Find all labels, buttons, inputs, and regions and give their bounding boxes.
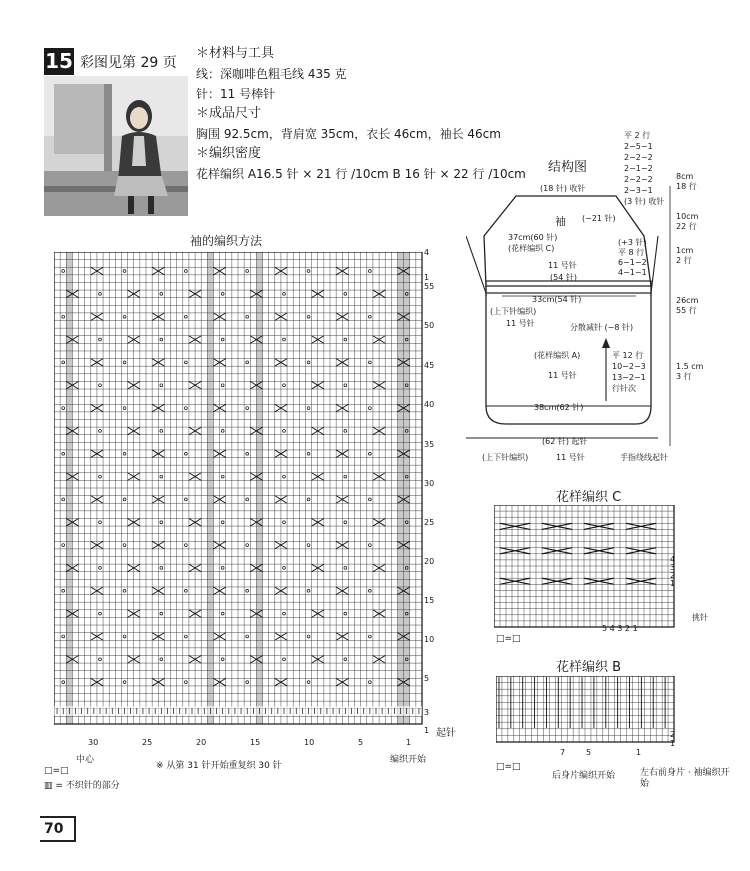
sleeve-col-label: 25 (142, 738, 153, 747)
yarn-text: 线：深咖啡色粗毛线 435 克 (196, 67, 347, 81)
twist-stitch-symbol (246, 361, 249, 364)
twist-stitch-symbol (246, 498, 249, 501)
structure-top-stitches: (18 针) 收针 (540, 184, 586, 193)
twist-stitch-symbol (184, 589, 187, 592)
structure-sleeve-label: 袖 (555, 215, 566, 228)
structure-top-decrease: 平 2 行 2−5−1 2−2−2 2−1−2 2−2−2 2−3−1 (3 针) 收针 (624, 131, 665, 206)
photo-reference: 彩图见第 29 页 (80, 55, 177, 71)
twist-stitch-symbol (99, 521, 102, 524)
pattern-c-rows: 4 3 2 1 (670, 555, 676, 588)
twist-stitch-symbol (123, 498, 126, 501)
pattern-c-pickup: 挑针 (692, 613, 708, 622)
sleeve-row-marker: 1 (424, 273, 430, 282)
twist-stitch-symbol (344, 658, 347, 661)
sleeve-chart-title: 袖的编织方法 (190, 234, 263, 248)
sleeve-row-marker: 30 (424, 479, 435, 488)
twist-stitch-symbol (160, 338, 163, 341)
structure-rib: (上下针编织) (490, 307, 537, 316)
twist-stitch-symbol (283, 292, 286, 295)
twist-stitch-symbol (123, 635, 126, 638)
twist-stitch-symbol (368, 681, 371, 684)
start-label: 编织开始 (390, 755, 427, 765)
twist-stitch-symbol (307, 681, 310, 684)
twist-stitch-symbol (99, 612, 102, 615)
structure-width-33: 33cm(54 针) (532, 295, 582, 304)
sleeve-row-marker: 10 (424, 635, 435, 644)
pattern-c-legend: □=□ (496, 634, 521, 644)
twist-stitch-symbol (246, 270, 249, 273)
twist-stitch-symbol (221, 658, 224, 661)
sleeve-col-label: 5 (358, 738, 364, 747)
model-photo (44, 76, 188, 216)
structure-54-stitches: (54 针) (550, 273, 577, 282)
sleeve-row-marker: 4 (424, 248, 430, 257)
pattern-b-col-7: 7 (560, 748, 566, 757)
pattern-b-grid (496, 676, 682, 758)
structure-pattern-a: (花样编织 A) (534, 351, 581, 360)
twist-stitch-symbol (184, 407, 187, 410)
twist-stitch-symbol (62, 544, 65, 547)
pattern-b-col-5: 5 (586, 748, 592, 757)
cable-cross-symbol (584, 578, 614, 584)
twist-stitch-symbol (368, 498, 371, 501)
twist-stitch-symbol (307, 635, 310, 638)
cable-cross-symbol (542, 548, 572, 554)
twist-stitch-symbol (221, 430, 224, 433)
structure-needle-11d: 11 号针 (556, 453, 585, 462)
twist-stitch-symbol (123, 681, 126, 684)
twist-stitch-symbol (221, 567, 224, 570)
twist-stitch-symbol (99, 567, 102, 570)
twist-stitch-symbol (344, 338, 347, 341)
twist-stitch-symbol (62, 681, 65, 684)
sleeve-row-marker: 40 (424, 400, 435, 409)
structure-title: 结构图 (548, 160, 588, 175)
twist-stitch-symbol (246, 681, 249, 684)
legend-symbol: □=□ (44, 766, 69, 776)
twist-stitch-symbol (307, 315, 310, 318)
twist-stitch-symbol (221, 475, 224, 478)
structure-needle-11: 11 号针 (548, 261, 577, 270)
twist-stitch-symbol (307, 452, 310, 455)
twist-stitch-symbol (344, 521, 347, 524)
twist-stitch-symbol (307, 407, 310, 410)
twist-stitch-symbol (160, 567, 163, 570)
repeat-note: ※ 从第 31 针开始重复织 30 针 (156, 761, 282, 771)
twist-stitch-symbol (283, 612, 286, 615)
structure-finger-cast: 手指绕线起针 (620, 453, 668, 462)
twist-stitch-symbol (368, 544, 371, 547)
twist-stitch-symbol (368, 407, 371, 410)
twist-stitch-symbol (283, 338, 286, 341)
twist-stitch-symbol (62, 315, 65, 318)
cable-cross-symbol (584, 548, 614, 554)
twist-stitch-symbol (62, 361, 65, 364)
structure-width-37: 37cm(60 针) (508, 233, 558, 242)
cast-on-label: 起针 (436, 728, 456, 739)
pattern-number-badge: 15 (45, 49, 73, 73)
pattern-b-back-start: 后身片编织开始 (552, 771, 616, 781)
twist-stitch-symbol (283, 658, 286, 661)
twist-stitch-symbol (184, 544, 187, 547)
twist-stitch-symbol (99, 384, 102, 387)
twist-stitch-symbol (221, 521, 224, 524)
twist-stitch-symbol (307, 589, 310, 592)
twist-stitch-symbol (368, 452, 371, 455)
size-text: 胸围 92.5cm，背肩宽 35cm，衣长 46cm，袖长 46cm (196, 127, 501, 141)
twist-stitch-symbol (123, 452, 126, 455)
structure-right-dims: 8cm 18 行 10cm 22 行 1cm 2 行 26cm 55 行 1.5 cm 3 行 (676, 172, 704, 381)
twist-stitch-symbol (99, 430, 102, 433)
twist-stitch-symbol (221, 612, 224, 615)
twist-stitch-symbol (160, 658, 163, 661)
sleeve-row-marker: 15 (424, 596, 435, 605)
twist-stitch-symbol (344, 475, 347, 478)
sleeve-col-label: 15 (250, 738, 261, 747)
twist-stitch-symbol (344, 384, 347, 387)
cable-cross-symbol (584, 523, 614, 529)
twist-stitch-symbol (221, 384, 224, 387)
twist-stitch-symbol (368, 361, 371, 364)
twist-stitch-symbol (283, 567, 286, 570)
twist-stitch-symbol (246, 635, 249, 638)
sleeve-row-marker: 45 (424, 361, 435, 370)
gauge-text: 花样编织 A16.5 针 × 21 行 /10cm B 16 针 × 22 行 /10cm (196, 167, 526, 181)
pattern-c-cols: 5 4 3 2 1 (602, 624, 638, 633)
structure-width-38: 38cm(62 针) (534, 403, 584, 412)
twist-stitch-symbol (184, 635, 187, 638)
twist-stitch-symbol (62, 270, 65, 273)
sleeve-row-marker: 3 (424, 708, 430, 717)
structure-increase: (+3 针) 平 8 行 6−1−2 4−1−1 (618, 238, 647, 277)
twist-stitch-symbol (221, 292, 224, 295)
sleeve-row-marker: 5 (424, 674, 430, 683)
twist-stitch-symbol (246, 315, 249, 318)
twist-stitch-symbol (307, 270, 310, 273)
twist-stitch-symbol (283, 521, 286, 524)
model-photo-drawing (44, 76, 188, 216)
twist-stitch-symbol (160, 292, 163, 295)
twist-stitch-symbol (368, 270, 371, 273)
twist-stitch-symbol (246, 407, 249, 410)
pattern-b-legend: □=□ (496, 762, 521, 772)
pattern-b-title: 花样编织 B (556, 660, 622, 675)
twist-stitch-symbol (160, 521, 163, 524)
twist-stitch-symbol (62, 635, 65, 638)
sleeve-col-label: 10 (304, 738, 315, 747)
sleeve-row-marker: 55 (424, 282, 435, 291)
sleeve-row-marker: 35 (424, 440, 435, 449)
twist-stitch-symbol (307, 544, 310, 547)
structure-needle-11c: 11 号针 (548, 371, 577, 380)
pattern-b-col-1: 1 (636, 748, 642, 757)
sleeve-chart-grid (54, 252, 424, 752)
twist-stitch-symbol (344, 612, 347, 615)
sleeve-row-marker: 20 (424, 557, 435, 566)
twist-stitch-symbol (160, 612, 163, 615)
twist-stitch-symbol (184, 315, 187, 318)
twist-stitch-symbol (123, 589, 126, 592)
materials-title: ＊材料与工具 (196, 46, 275, 61)
twist-stitch-symbol (62, 498, 65, 501)
sleeve-row-marker: 1 (424, 726, 430, 735)
twist-stitch-symbol (184, 452, 187, 455)
sleeve-col-label: 20 (196, 738, 207, 747)
twist-stitch-symbol (160, 475, 163, 478)
twist-stitch-symbol (184, 681, 187, 684)
cable-cross-symbol (500, 548, 530, 554)
cable-cross-symbol (542, 523, 572, 529)
pattern-c-title: 花样编织 C (556, 490, 622, 505)
twist-stitch-symbol (184, 361, 187, 364)
structure-minus21: (−21 针) (582, 214, 616, 223)
needle-text: 针：11 号棒针 (196, 87, 276, 101)
twist-stitch-symbol (160, 384, 163, 387)
twist-stitch-symbol (123, 407, 126, 410)
cable-cross-symbol (626, 548, 656, 554)
structure-rib-bottom: (上下针编织) (482, 453, 529, 462)
twist-stitch-symbol (62, 452, 65, 455)
twist-stitch-symbol (283, 384, 286, 387)
twist-stitch-symbol (123, 361, 126, 364)
center-label: 中心 (76, 755, 95, 765)
twist-stitch-symbol (307, 361, 310, 364)
twist-stitch-symbol (99, 292, 102, 295)
twist-stitch-symbol (283, 475, 286, 478)
structure-increase-2: 平 12 行 10−2−3 13−2−1 行针次 (612, 351, 646, 393)
twist-stitch-symbol (344, 567, 347, 570)
twist-stitch-symbol (368, 315, 371, 318)
structure-needle-11b: 11 号针 (506, 319, 535, 328)
twist-stitch-symbol (99, 338, 102, 341)
twist-stitch-symbol (184, 270, 187, 273)
pattern-c-grid (494, 505, 680, 633)
twist-stitch-symbol (368, 635, 371, 638)
twist-stitch-symbol (99, 475, 102, 478)
twist-stitch-symbol (246, 589, 249, 592)
twist-stitch-symbol (368, 589, 371, 592)
structure-dist-decrease: 分散减针 (−8 针) (570, 323, 634, 332)
twist-stitch-symbol (99, 658, 102, 661)
cable-cross-symbol (626, 523, 656, 529)
twist-stitch-symbol (62, 589, 65, 592)
sleeve-row-marker: 50 (424, 321, 435, 330)
cable-cross-symbol (626, 578, 656, 584)
twist-stitch-symbol (221, 338, 224, 341)
twist-stitch-symbol (344, 292, 347, 295)
twist-stitch-symbol (307, 498, 310, 501)
twist-stitch-symbol (123, 544, 126, 547)
twist-stitch-symbol (123, 315, 126, 318)
pattern-b-rows: 2 1 (670, 730, 676, 748)
size-title: ＊成品尺寸 (196, 106, 262, 121)
structure-cast-on: (62 针) 起针 (542, 437, 588, 446)
twist-stitch-symbol (184, 498, 187, 501)
twist-stitch-symbol (160, 430, 163, 433)
cable-cross-symbol (500, 523, 530, 529)
structure-pattern-c: (花样编织 C) (508, 244, 555, 253)
twist-stitch-symbol (283, 430, 286, 433)
twist-stitch-symbol (246, 544, 249, 547)
page-number: 70 (40, 816, 76, 842)
gauge-title: ＊编织密度 (196, 146, 262, 161)
twist-stitch-symbol (123, 270, 126, 273)
sleeve-col-label: 30 (88, 738, 99, 747)
legend-unknit: ▥ = 不织针的部分 (44, 781, 120, 791)
sleeve-row-marker: 25 (424, 518, 435, 527)
cable-cross-symbol (542, 578, 572, 584)
twist-stitch-symbol (62, 407, 65, 410)
sleeve-col-label: 1 (406, 738, 412, 747)
pattern-b-front-start: 左右前身片 · 袖编织开始 (640, 768, 730, 789)
twist-stitch-symbol (246, 452, 249, 455)
twist-stitch-symbol (344, 430, 347, 433)
cable-cross-symbol (500, 578, 530, 584)
